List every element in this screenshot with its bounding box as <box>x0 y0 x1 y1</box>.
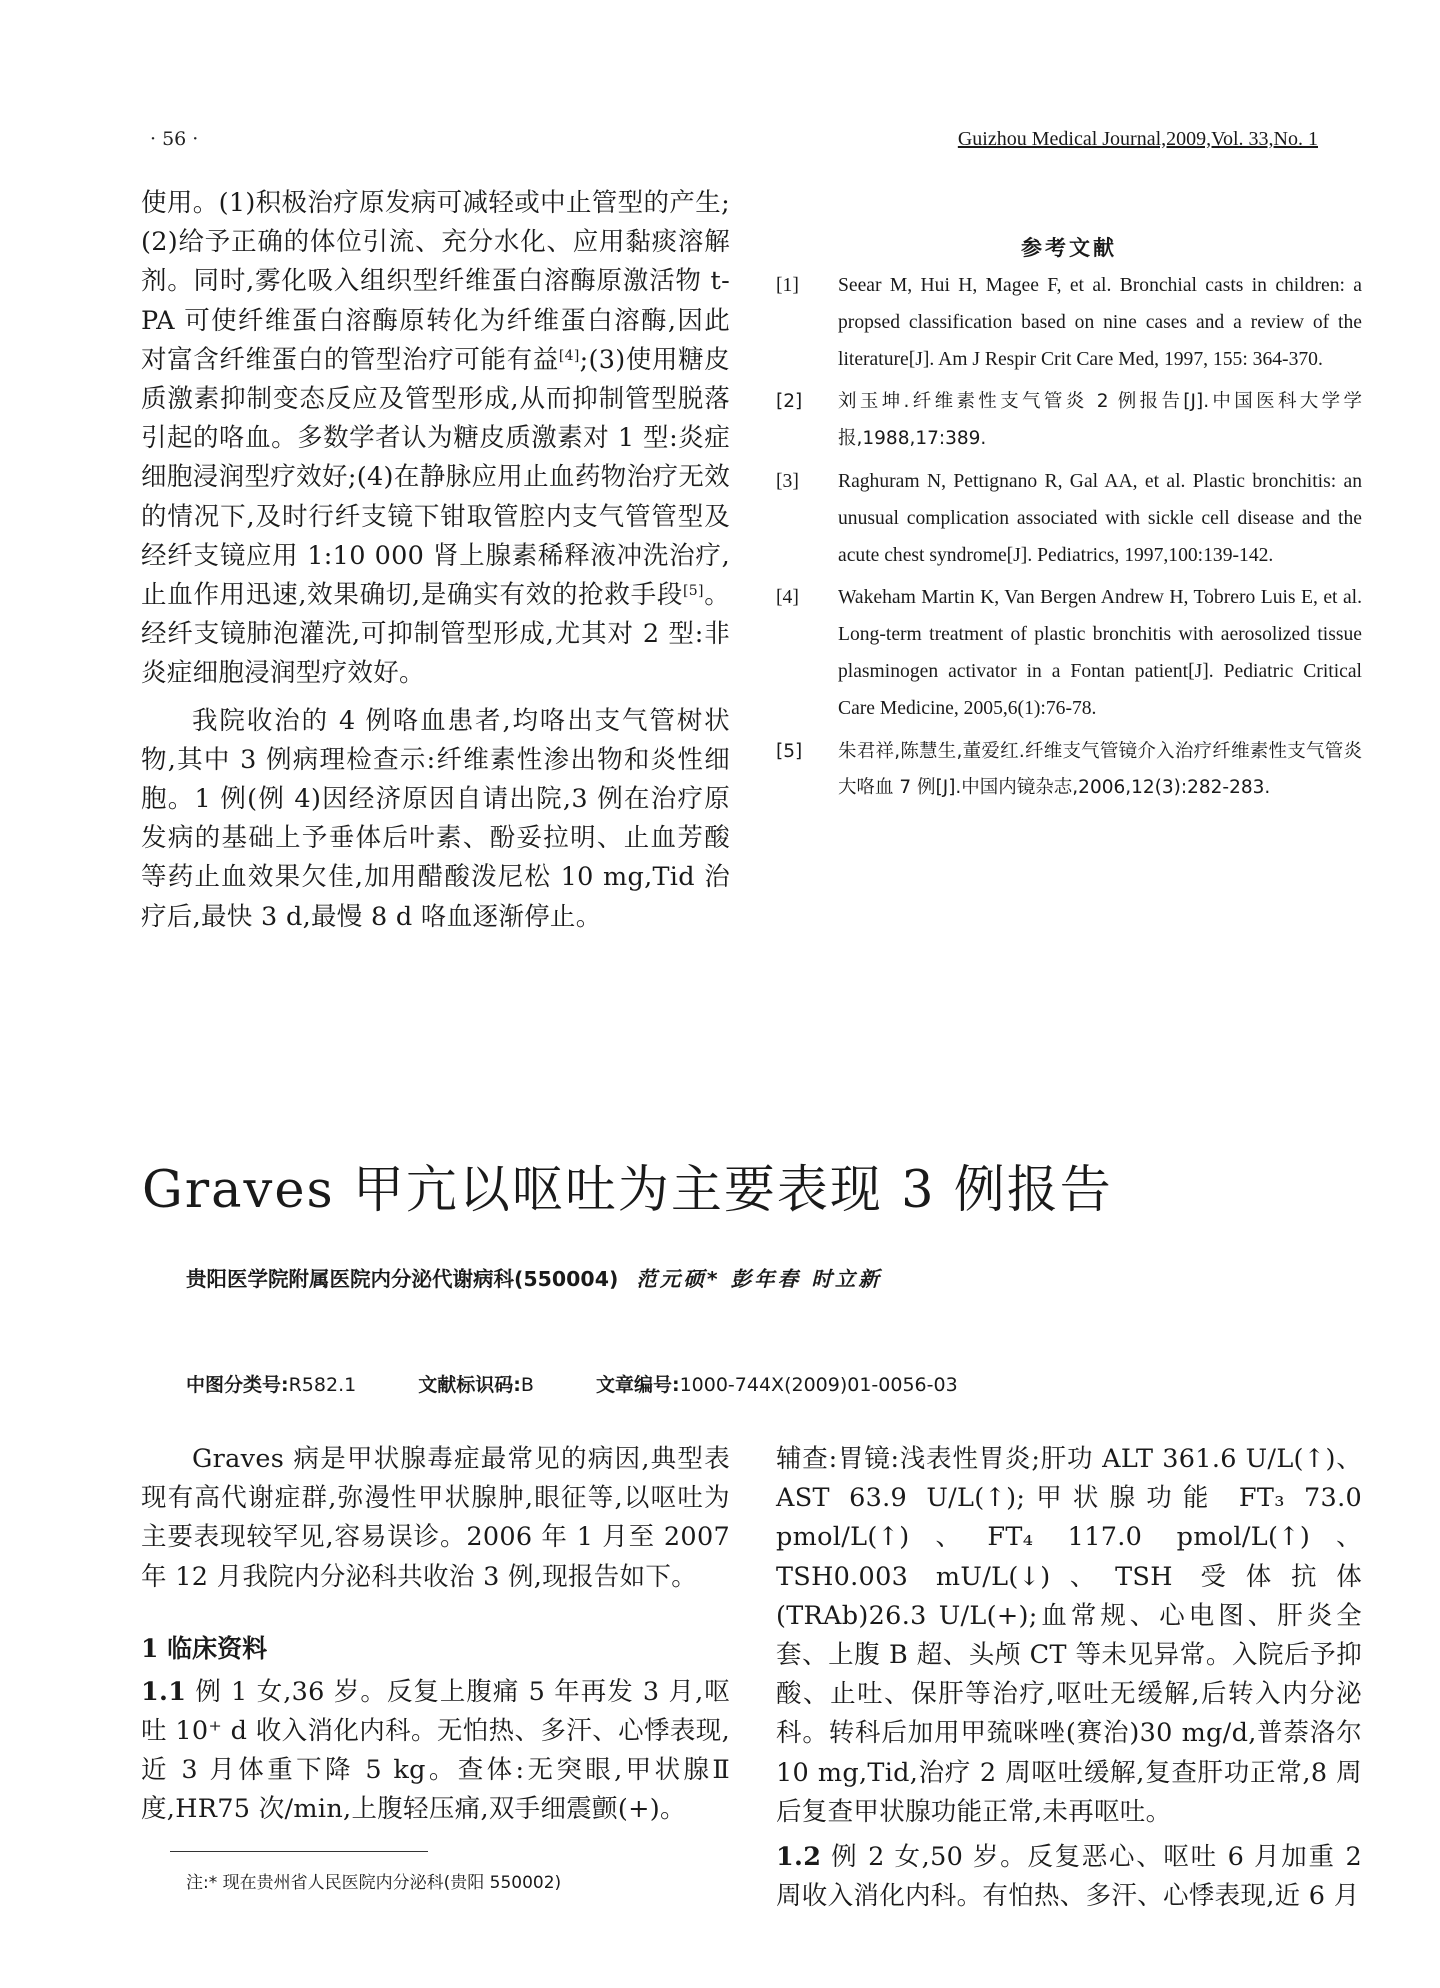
references-title: 参考文献 <box>1021 235 1117 260</box>
case-number: 1.2 <box>776 1842 822 1873</box>
reference-number: [4] <box>776 587 799 609</box>
reference-text: Wakeham Martin K, Van Bergen Andrew H, Tobrero Luis E, et al. Long-term treatment of plastic bronchitis with aerosolized tissue plasminogen activator in a Fontan patient[J]. Pediatric Critical Care Medicine, 2005,6(1):76-78. <box>838 587 1362 719</box>
reference-item <box>776 734 1362 808</box>
citation-ref: [4] <box>558 347 580 364</box>
doc-code-label: 文献标识码: <box>418 1374 521 1396</box>
citation-ref: [5] <box>683 583 704 600</box>
clc-label: 中图分类号: <box>186 1374 289 1396</box>
reference-number: [2] <box>776 391 803 413</box>
page-number: · 56 · <box>150 128 199 150</box>
article-body-left <box>141 1440 730 1830</box>
text-run: 使用。(1)积极治疗原发病可减轻或中止管型的产生;(2)给予正确的体位引流、充分水化、应用黏痰溶解剂。同时,雾化吸入组织型纤维蛋白溶酶原激活物 t-PA 可使纤维蛋白溶酶原转化为纤维蛋白溶酶,因此对富含纤维蛋白的管型治疗可能有益 <box>141 188 730 375</box>
reference-item <box>776 384 1362 458</box>
reference-text: Raghuram N, Pettignano R, Gal AA, et al. Plastic bronchitis: an unusual complication associated with sickle cell disease and the acute chest syndrome[J]. Pediatrics, 1997,100:139-142. <box>838 470 1362 566</box>
footnote: 注:* 现在贵州省人民医院内分泌科(贵阳 550002) <box>186 1873 562 1893</box>
clc-value: R582.1 <box>288 1374 357 1396</box>
article-title: Graves 甲亢以呕吐为主要表现 3 例报告 <box>142 1161 1113 1220</box>
reference-text: 刘玉坤.纤维素性支气管炎 2 例报告[J].中国医科大学学报,1988,17:389. <box>838 391 1362 450</box>
classification-line <box>186 1370 958 1397</box>
paragraph <box>141 184 730 694</box>
text-run: ;(3)使用糖皮质激素抑制变态反应及管型形成,从而抑制管型脱落引起的咯血。多数学者认为糖皮质激素对 1 型:炎症细胞浸润型疗效好;(4)在静脉应用止血药物治疗无效的情况下,及时行纤支镜下钳取管腔内支气管管型及经纤支镜应用 1:10 000 肾上腺素稀释液冲洗治疗,止血作用迅速,效果确切,是确实有效的抢救手段 <box>141 344 730 611</box>
footnote-rule <box>170 1851 428 1852</box>
article-number-value: 1000-744X(2009)01-0056-03 <box>679 1374 958 1396</box>
previous-article-text <box>141 184 730 937</box>
references-list <box>776 268 1362 807</box>
references-section <box>776 232 1362 813</box>
author-line <box>186 1262 882 1292</box>
reference-number: [3] <box>776 470 799 492</box>
reference-number: [1] <box>776 275 799 296</box>
case1-paragraph <box>141 1673 730 1830</box>
text-run: 。经纤支镜肺泡灌洗,可抑制管型形成,尤其对 2 型:非炎症细胞浸润型疗效好。 <box>141 580 731 689</box>
case2-paragraph <box>776 1838 1362 1916</box>
article-body-right <box>776 1440 1362 1916</box>
paragraph: 我院收治的 4 例咯血患者,均咯出支气管树状物,其中 3 例病理检查示:纤维素性渗出物和炎性细胞。1 例(例 4)因经济原因自请出院,3 例在治疗原发病的基础上予垂体后叶素、酚妥拉明、止血芳酸等药止血效果欠佳,加用醋酸泼尼松 10 mg,Tid 治疗后,最快 3 d,最慢 8 d 咯血逐渐停止。 <box>141 705 730 932</box>
intro-paragraph: Graves 病是甲状腺毒症最常见的病因,典型表现有高代谢症群,弥漫性甲状腺肿,眼征等,以呕吐为主要表现较罕见,容易误诊。2006 年 1 月至 2007 年 12 月我院内分泌科共收治 3 例,现报告如下。 <box>141 1444 730 1592</box>
reference-text: 朱君祥,陈慧生,董爱红.纤维支气管镜介入治疗纤维素性支气管炎大咯血 7 例[J].中国内镜杂志,2006,12(3):282-283. <box>838 740 1362 799</box>
article-number-label: 文章编号: <box>595 1374 680 1396</box>
aux-paragraph: 辅查:胃镜:浅表性胃炎;肝功 ALT 361.6 U/L(↑)、AST 63.9 U/L(↑);甲状腺功能 FT₃ 73.0 pmol/L(↑)、FT₄ 117.0 pmol/L(↑)、TSH0.003 mU/L(↓)、TSH 受体抗体(TRAb)26.3 U/L(+);血常规、心电图、肝炎全套、上腹 B 超、头颅 CT 等未见异常。入院后予抑酸、止吐、保肝等治疗,呕吐无缓解,后转入内分泌科。转科后加用甲巯咪唑(赛治)30 mg/d,普萘洛尔 10 mg,Tid,治疗 2 周呕吐缓解,复查肝功正常,8 周后复查甲状腺功能正常,未再呕吐。 <box>776 1444 1362 1827</box>
case-number: 1.1 <box>141 1676 187 1707</box>
journal-header <box>932 128 1318 151</box>
reference-text: Seear M, Hui H, Magee F, et al. Bronchial casts in children: a propsed classification based on nine cases and a review of the literature[J]. Am J Respir Crit Care Med, 1997, 155: 364-370. <box>838 275 1362 370</box>
reference-number: [5] <box>776 740 803 762</box>
reference-item <box>776 268 1362 378</box>
journal-citation: Guizhou Medical Journal,2009,Vol. 33,No. 1 <box>957 128 1318 150</box>
affiliation: 贵阳医学院附属医院内分泌代谢病科(550004) <box>186 1267 619 1291</box>
case-text: 例 2 女,50 岁。反复恶心、呕吐 6 月加重 2 周收入消化内科。有怕热、多汗、心悸表现,近 6 月 <box>776 1842 1362 1912</box>
doc-code-value: B <box>520 1374 534 1396</box>
reference-item <box>776 580 1362 727</box>
author-names: 范元硕* 彭年春 时立新 <box>636 1267 882 1291</box>
case-text: 例 1 女,36 岁。反复上腹痛 5 年再发 3 月,呕吐 10⁺ d 收入消化内科。无怕热、多汗、心悸表现,近 3 月体重下降 5 kg。查体:无突眼,甲状腺Ⅱ度,HR75 次/min,上腹轻压痛,双手细震颤(+)。 <box>141 1676 731 1825</box>
reference-item <box>776 464 1362 574</box>
section-heading: 1 临床资料 <box>141 1633 268 1663</box>
